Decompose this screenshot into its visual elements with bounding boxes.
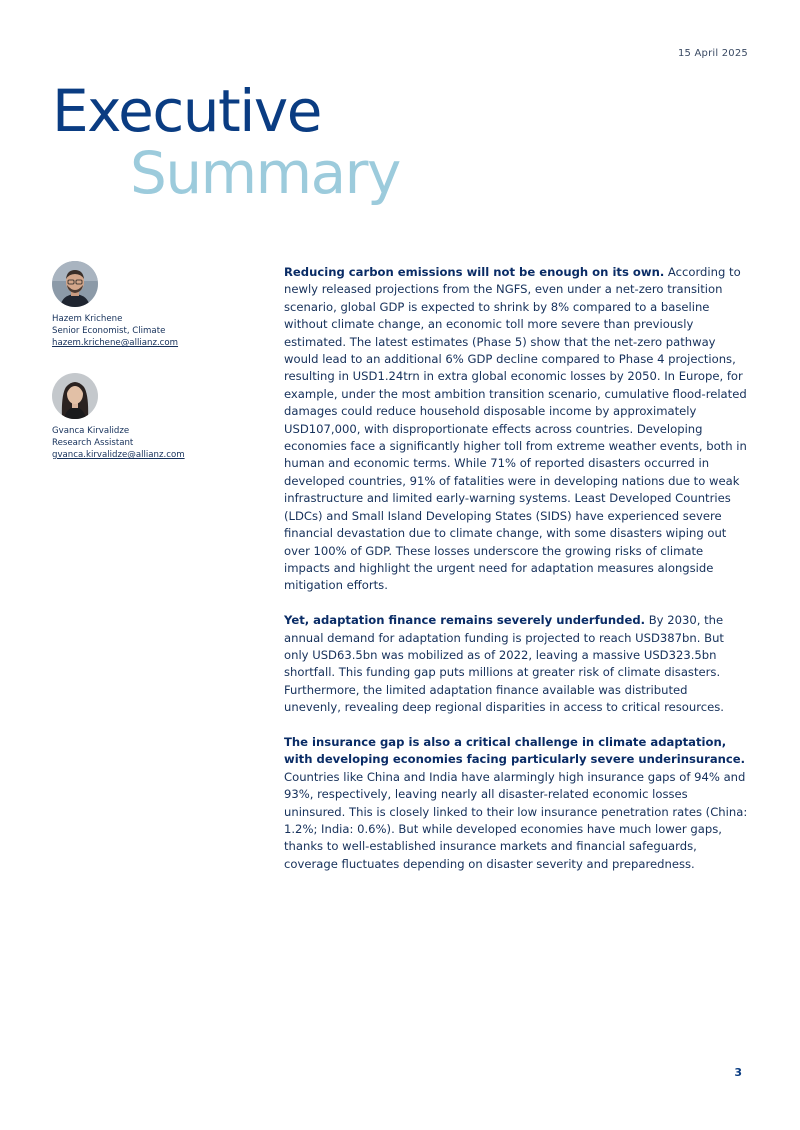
paragraph-text: Countries like China and India have alarmingly high insurance gaps of 94% and 93%, respectively, leaving nearly all disaster-related economic losses uninsured. This is closely linked to their low insurance penetration rates (China: 1.2%; India: 0.6%). But while developed economies have much lower gaps, thanks to well-established insurance markets and financial safeguards, coverage fluctuates depending on disaster severity and preparedness.: [284, 769, 748, 871]
author-role: Research Assistant: [52, 438, 134, 448]
author-name: Gvanca Kirvalidze: [52, 426, 130, 436]
summary-paragraph: [284, 612, 748, 716]
author-role: Senior Economist, Climate: [52, 326, 166, 336]
paragraph-lead: The insurance gap is also a critical challenge in climate adaptation, with developing economies facing particularly severe underinsurance.: [284, 734, 746, 767]
paragraph-lead: Reducing carbon emissions will not be enough on its own.: [284, 265, 665, 279]
author-photo-avatar: [52, 261, 98, 307]
page-title-line-2: Summary: [130, 139, 400, 207]
paragraph-text: According to newly released projections from the NGFS, even under a net-zero transition scenario, global GDP is expected to shrink by 8% compared to a baseline without climate change, an economic toll more severe than previously estimated. The latest estimates (Phase 5) show that the net-zero pathway would lead to an additional 6% GDP decline compared to Phase 4 projections, resulting in USD1.24trn in extra global economic losses by 2050. In Europe, for example, under the most ambition transition scenario, cumulative flood-related damages could reduce household disposable income by approximately USD107,000, with disproportionate effects across countries. Developing economies face a significantly higher toll from extreme weather events, both in human and economic terms. While 71% of reported disasters occurred in developed countries, 91% of fatalities were in developing nations due to weak infrastructure and limited early-warning systems. Least Developed Countries (LDCs) and Small Island Developing States (SIDS) have experienced severe financial devastation due to climate change, with some disasters wiping out over 100% of GDP. These losses underscore the growing risks of climate impacts and highlight the urgent need for adaptation measures alongside mitigation efforts.: [284, 265, 747, 593]
author-card: [52, 373, 252, 461]
author-email-link[interactable]: hazem.krichene@allianz.com: [52, 338, 179, 348]
report-date: 15 April 2025: [678, 48, 748, 59]
paragraph-lead: Yet, adaptation finance remains severely underfunded.: [284, 613, 646, 628]
page-number: 3: [734, 1066, 742, 1079]
author-email-link[interactable]: gvanca.kirvalidze@allianz.com: [52, 450, 185, 460]
author-photo-avatar: [52, 373, 98, 419]
summary-body: [284, 264, 748, 891]
author-card: [52, 261, 252, 349]
summary-paragraph: [284, 264, 748, 595]
summary-paragraph: [284, 734, 748, 873]
author-name: Hazem Krichene: [52, 314, 123, 324]
paragraph-text: By 2030, the annual demand for adaptation funding is projected to reach USD387bn. But only USD63.5bn was mobilized as of 2022, leaving a massive USD323.5bn shortfall. This funding gap puts millions at greater risk of climate disasters. Furthermore, the limited adaptation finance available was distributed unevenly, revealing deep regional disparities in access to critical resources.: [284, 613, 724, 715]
page-title-line-1: Executive: [52, 77, 321, 145]
